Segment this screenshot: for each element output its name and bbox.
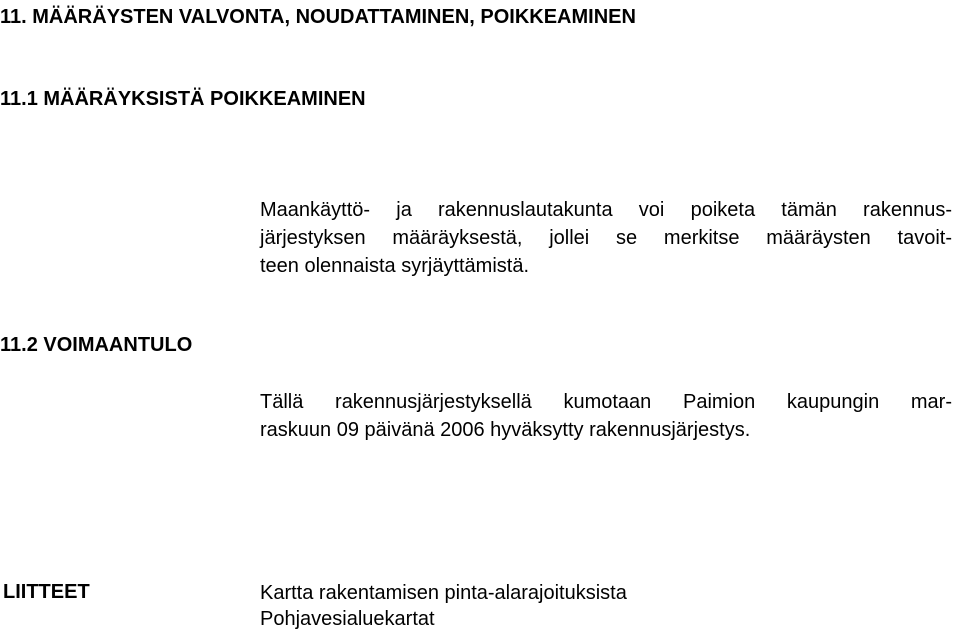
- subsection-title-11-1: 11.1 MÄÄRÄYKSISTÄ POIKKEAMINEN: [0, 88, 366, 110]
- paragraph-line: raskuun 09 päivänä 2006 hyväksytty rakennusjärjestys.: [260, 419, 751, 441]
- appendices-label: LIITTEET: [3, 581, 90, 603]
- appendices-list: [260, 580, 627, 632]
- section-title: 11. MÄÄRÄYSTEN VALVONTA, NOUDATTAMINEN, POIKKEAMINEN: [0, 6, 636, 28]
- paragraph-line: Tällä rakennusjärjestyksellä kumotaan Paimion kaupungin mar-: [260, 391, 952, 413]
- subsection-title-11-2: 11.2 VOIMAANTULO: [0, 334, 193, 356]
- paragraph-line: Maankäyttö- ja rakennuslautakunta voi poiketa tämän rakennus-: [260, 199, 952, 221]
- paragraph-entry-into-force: [260, 388, 952, 444]
- paragraph-line: teen olennaista syrjäyttämistä.: [260, 255, 530, 277]
- paragraph-deviation: [260, 196, 952, 280]
- appendix-item: Pohjavesialuekartat: [260, 608, 435, 630]
- paragraph-line: järjestyksen määräyksestä, jollei se merkitse määräysten tavoit-: [260, 227, 952, 249]
- appendix-item: Kartta rakentamisen pinta-alarajoituksista: [260, 582, 627, 604]
